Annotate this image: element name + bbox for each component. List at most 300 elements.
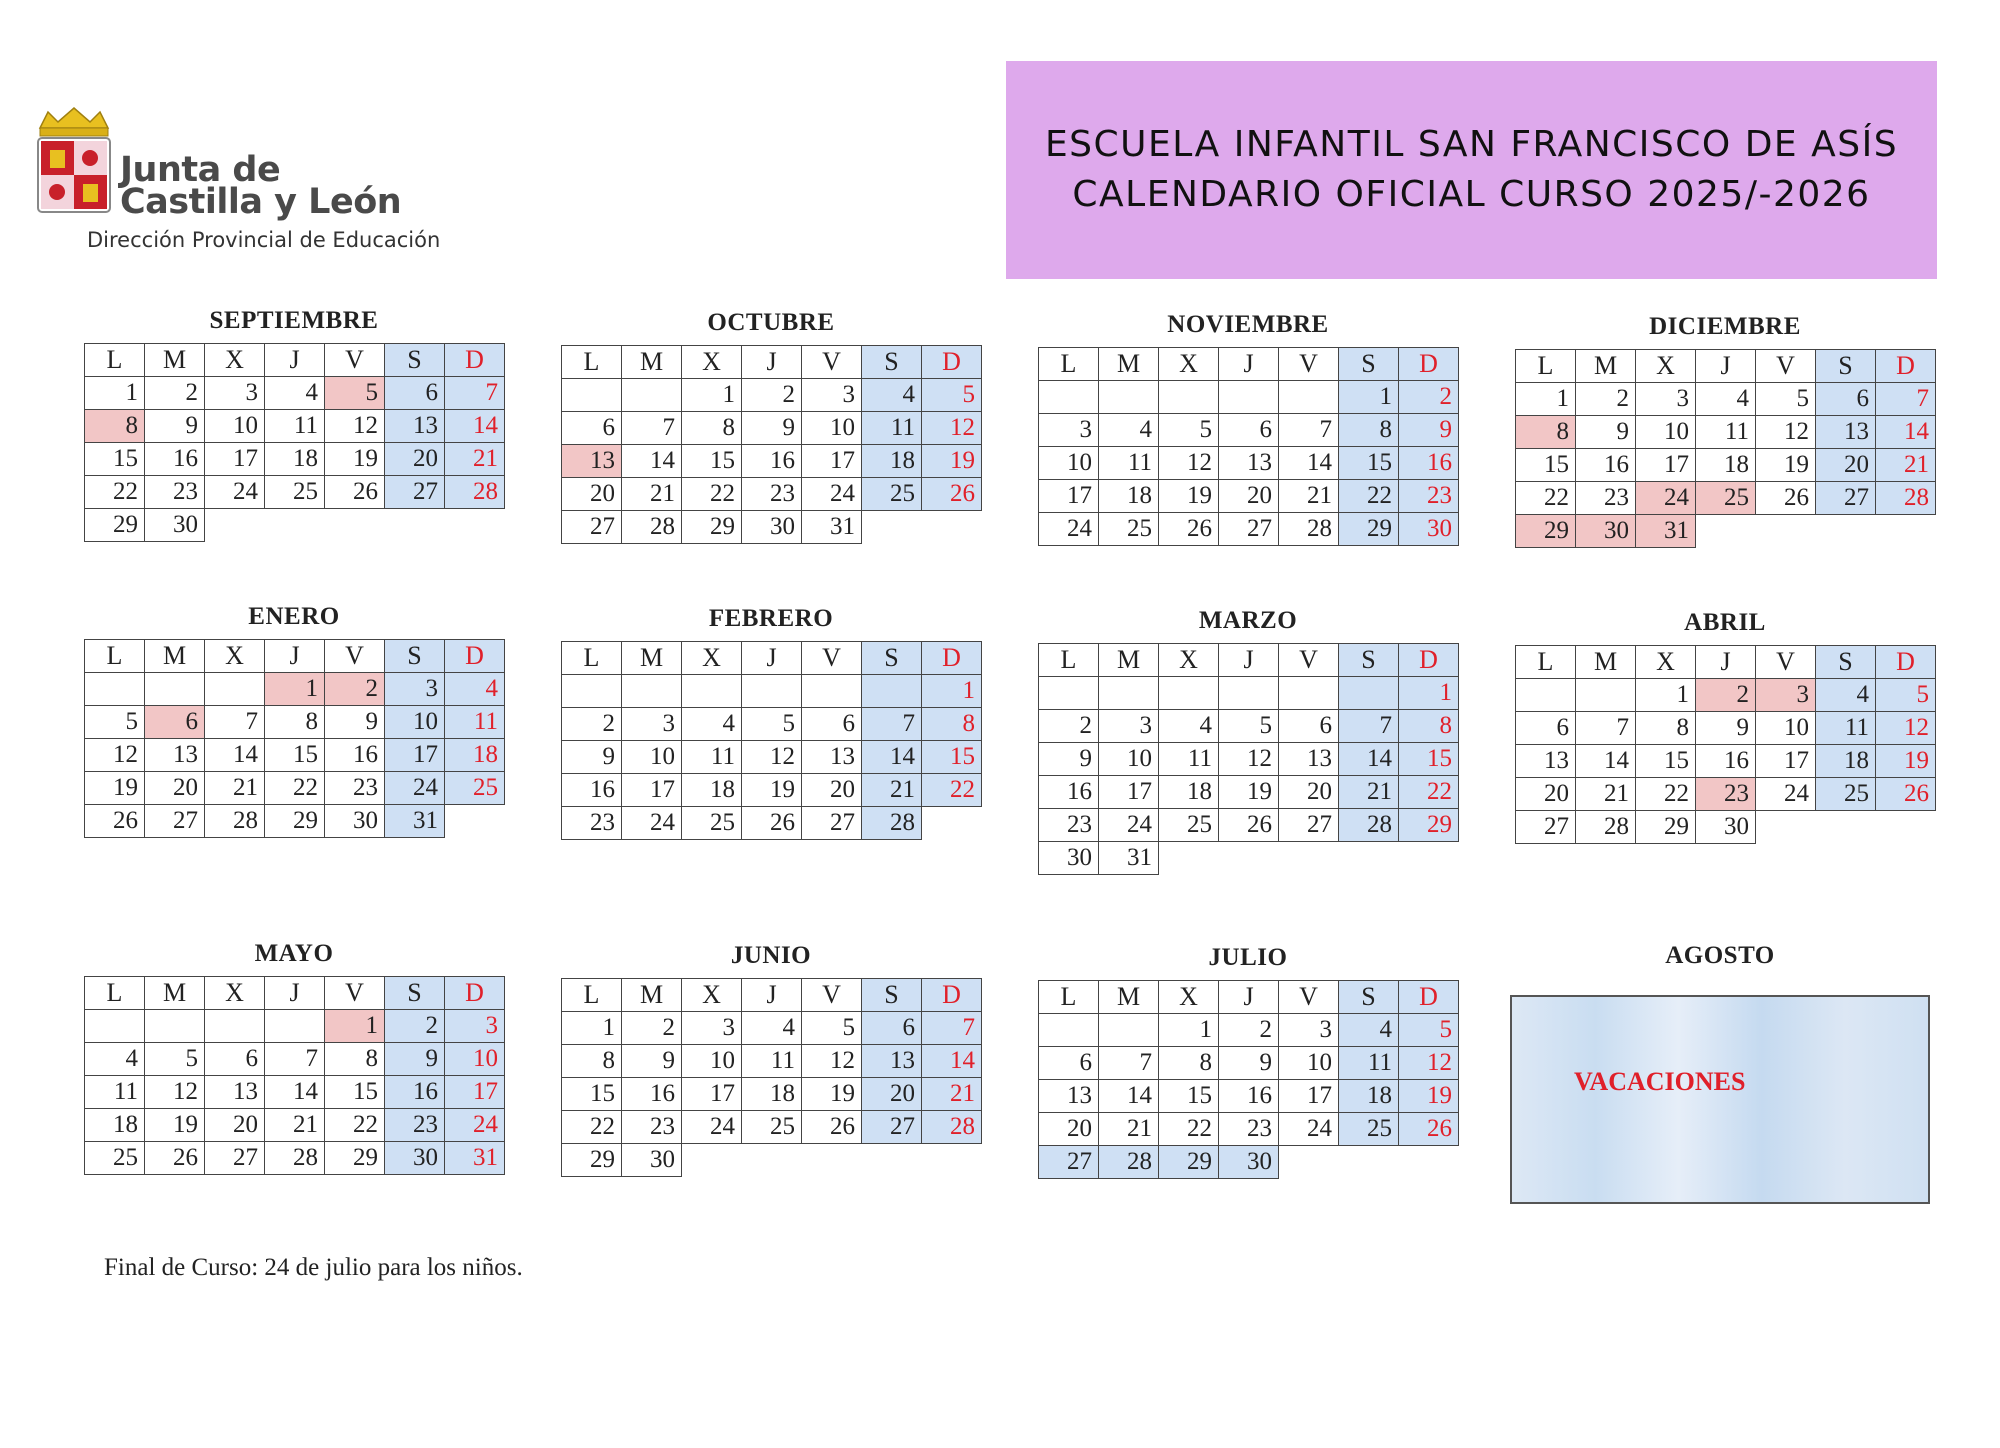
empty-cell [1279,381,1339,414]
weekday-header: V [1279,981,1339,1014]
day-cell: 25 [1099,513,1159,546]
day-cell: 30 [1039,842,1099,875]
day-cell: 15 [85,443,145,476]
week-row [1516,416,1936,449]
day-cell: 2 [145,377,205,410]
day-cell: 18 [862,445,922,478]
weekday-header: V [1756,646,1816,679]
day-cell: 12 [922,412,982,445]
weekday-header: X [682,979,742,1012]
empty-cell [622,379,682,412]
day-cell: 31 [445,1142,505,1175]
weekday-header: L [1039,981,1099,1014]
day-cell: 26 [1219,809,1279,842]
weekday-header: D [1876,350,1936,383]
day-cell: 27 [802,807,862,840]
weekday-header: L [85,344,145,377]
day-cell: 25 [682,807,742,840]
day-cell: 28 [922,1111,982,1144]
weekday-header: L [1516,646,1576,679]
month-agosto [1510,940,1930,978]
day-cell: 29 [1339,513,1399,546]
day-cell: 30 [385,1142,445,1175]
empty-cell [385,509,445,542]
day-cell: 30 [145,509,205,542]
weekday-header-row [562,979,982,1012]
day-cell: 11 [742,1045,802,1078]
weekday-header: J [1696,350,1756,383]
month-mayo [84,938,504,1175]
weekday-header: L [562,346,622,379]
day-cell: 15 [1339,447,1399,480]
day-cell: 16 [1219,1080,1279,1113]
day-cell: 11 [85,1076,145,1109]
day-cell: 27 [1039,1146,1099,1179]
day-cell: 2 [1399,381,1459,414]
month-table [561,978,982,1177]
empty-cell [922,511,982,544]
week-row [85,673,505,706]
empty-cell [325,509,385,542]
day-cell: 4 [445,673,505,706]
weekday-header: X [1159,348,1219,381]
empty-cell [1159,677,1219,710]
weekday-header: L [85,977,145,1010]
day-cell: 5 [85,706,145,739]
day-cell: 4 [1816,679,1876,712]
weekday-header: M [622,346,682,379]
weekday-header: D [445,977,505,1010]
day-cell: 1 [922,675,982,708]
day-cell: 24 [445,1109,505,1142]
day-cell: 27 [205,1142,265,1175]
weekday-header: V [1279,644,1339,677]
day-cell: 12 [802,1045,862,1078]
day-cell: 7 [445,377,505,410]
day-cell: 18 [1339,1080,1399,1113]
day-cell: 18 [682,774,742,807]
day-cell: 8 [1516,416,1576,449]
day-cell: 11 [1339,1047,1399,1080]
day-cell: 30 [622,1144,682,1177]
day-cell: 3 [445,1010,505,1043]
day-cell: 8 [1636,712,1696,745]
day-cell: 26 [1756,482,1816,515]
weekday-header: J [1219,644,1279,677]
day-cell: 17 [1099,776,1159,809]
month-name: DICIEMBRE [1649,313,1801,340]
week-row [1039,677,1459,710]
week-row [1516,679,1936,712]
week-row [1039,1047,1459,1080]
week-row [1516,712,1936,745]
day-cell: 22 [562,1111,622,1144]
week-row [1039,447,1459,480]
weekday-header-row [1039,644,1459,677]
day-cell: 4 [1099,414,1159,447]
day-cell: 19 [1756,449,1816,482]
month-julio [1038,942,1458,1179]
day-cell: 23 [1696,778,1756,811]
day-cell: 5 [1159,414,1219,447]
logo-subtitle: Dirección Provincial de Educación [87,228,441,252]
day-cell: 3 [205,377,265,410]
day-cell: 3 [802,379,862,412]
day-cell: 16 [622,1078,682,1111]
day-cell: 14 [1576,745,1636,778]
day-cell: 6 [1219,414,1279,447]
day-cell: 21 [1339,776,1399,809]
day-cell: 29 [85,509,145,542]
empty-cell [1876,515,1936,548]
month-table [84,639,505,838]
day-cell: 21 [265,1109,325,1142]
month-table [84,976,505,1175]
empty-cell [622,675,682,708]
weekday-header: D [445,344,505,377]
day-cell: 11 [1696,416,1756,449]
empty-cell [205,1010,265,1043]
day-cell: 2 [385,1010,445,1043]
day-cell: 24 [682,1111,742,1144]
empty-cell [445,509,505,542]
day-cell: 8 [682,412,742,445]
day-cell: 28 [1279,513,1339,546]
day-cell: 27 [1516,811,1576,844]
day-cell: 26 [325,476,385,509]
day-cell: 8 [1159,1047,1219,1080]
month-febrero [561,603,981,840]
day-cell: 18 [265,443,325,476]
day-cell: 11 [1159,743,1219,776]
weekday-header: X [1636,646,1696,679]
day-cell: 4 [1159,710,1219,743]
day-cell: 18 [1696,449,1756,482]
day-cell: 27 [1816,482,1876,515]
day-cell: 25 [1816,778,1876,811]
day-cell: 23 [622,1111,682,1144]
weekday-header: L [85,640,145,673]
month-table [1038,347,1459,546]
weekday-header: S [862,346,922,379]
week-row [85,443,505,476]
day-cell: 9 [1696,712,1756,745]
day-cell: 15 [325,1076,385,1109]
day-cell: 16 [385,1076,445,1109]
empty-cell [1099,381,1159,414]
day-cell: 17 [445,1076,505,1109]
day-cell: 3 [385,673,445,706]
day-cell: 29 [1636,811,1696,844]
day-cell: 16 [1696,745,1756,778]
day-cell: 15 [1159,1080,1219,1113]
weekday-header: X [1636,350,1696,383]
day-cell: 9 [385,1043,445,1076]
day-cell: 23 [1039,809,1099,842]
day-cell: 24 [1756,778,1816,811]
empty-cell [742,675,802,708]
weekday-header: M [1099,348,1159,381]
weekday-header: J [1219,348,1279,381]
weekday-header: V [1279,348,1339,381]
empty-cell [682,675,742,708]
day-cell: 12 [1219,743,1279,776]
day-cell: 8 [562,1045,622,1078]
day-cell: 10 [622,741,682,774]
month-table [561,641,982,840]
day-cell: 20 [1279,776,1339,809]
week-row [1039,1146,1459,1179]
day-cell: 9 [1039,743,1099,776]
day-cell: 23 [325,772,385,805]
day-cell: 16 [145,443,205,476]
month-septiembre [84,305,504,542]
weekday-header: L [562,642,622,675]
weekday-header-row [1039,348,1459,381]
day-cell: 18 [445,739,505,772]
month-name: JUNIO [730,942,812,969]
month-name: ENERO [248,603,340,630]
day-cell: 30 [1696,811,1756,844]
empty-cell [922,807,982,840]
weekday-header-row [85,977,505,1010]
week-row [85,377,505,410]
day-cell: 14 [1876,416,1936,449]
weekday-header: M [1576,646,1636,679]
day-cell: 7 [1279,414,1339,447]
week-row [85,1109,505,1142]
day-cell: 19 [1876,745,1936,778]
day-cell: 22 [265,772,325,805]
day-cell: 5 [1876,679,1936,712]
day-cell: 22 [1636,778,1696,811]
weekday-header: X [682,346,742,379]
day-cell: 13 [1816,416,1876,449]
day-cell: 16 [562,774,622,807]
empty-cell [1219,381,1279,414]
logo-line-2: Castilla y León [120,182,402,222]
weekday-header: D [922,979,982,1012]
week-row [1039,1014,1459,1047]
weekday-header: J [1696,646,1756,679]
week-row [1516,778,1936,811]
day-cell: 3 [1279,1014,1339,1047]
empty-cell [1099,677,1159,710]
day-cell: 9 [145,410,205,443]
day-cell: 17 [622,774,682,807]
weekday-header: D [445,640,505,673]
day-cell: 19 [1399,1080,1459,1113]
weekday-header: D [1399,348,1459,381]
day-cell: 26 [85,805,145,838]
day-cell: 6 [1039,1047,1099,1080]
month-table [1038,643,1459,875]
weekday-header: M [145,977,205,1010]
empty-cell [265,509,325,542]
day-cell: 22 [1399,776,1459,809]
day-cell: 25 [862,478,922,511]
weekday-header: S [1339,348,1399,381]
month-name: MAYO [254,940,334,967]
day-cell: 4 [85,1043,145,1076]
weekday-header: L [562,979,622,1012]
empty-cell [1039,677,1099,710]
weekday-header: J [265,640,325,673]
day-cell: 19 [922,445,982,478]
day-cell: 13 [205,1076,265,1109]
empty-cell [682,1144,742,1177]
month-abril [1515,607,1935,844]
day-cell: 10 [385,706,445,739]
month-junio [561,940,981,1177]
day-cell: 9 [1399,414,1459,447]
day-cell: 1 [325,1010,385,1043]
day-cell: 8 [1399,710,1459,743]
day-cell: 25 [742,1111,802,1144]
day-cell: 24 [802,478,862,511]
day-cell: 6 [802,708,862,741]
week-row [562,1045,982,1078]
day-cell: 25 [265,476,325,509]
day-cell: 19 [325,443,385,476]
day-cell: 28 [265,1142,325,1175]
day-cell: 31 [385,805,445,838]
day-cell: 3 [1756,679,1816,712]
month-name: NOVIEMBRE [1167,311,1329,338]
empty-cell [922,1144,982,1177]
empty-cell [862,1144,922,1177]
day-cell: 13 [862,1045,922,1078]
week-row [562,807,982,840]
day-cell: 10 [445,1043,505,1076]
day-cell: 10 [1756,712,1816,745]
day-cell: 28 [622,511,682,544]
weekday-header: X [205,640,265,673]
day-cell: 14 [622,445,682,478]
weekday-header: V [802,642,862,675]
empty-cell [1876,811,1936,844]
day-cell: 21 [922,1078,982,1111]
day-cell: 21 [1279,480,1339,513]
day-cell: 14 [862,741,922,774]
weekday-header: D [1399,644,1459,677]
day-cell: 7 [622,412,682,445]
day-cell: 22 [1339,480,1399,513]
empty-cell [802,675,862,708]
day-cell: 7 [205,706,265,739]
day-cell: 27 [385,476,445,509]
week-row [1039,842,1459,875]
empty-cell [1756,811,1816,844]
day-cell: 15 [1399,743,1459,776]
weekday-header: V [802,346,862,379]
day-cell: 31 [1099,842,1159,875]
day-cell: 31 [1636,515,1696,548]
weekday-header: L [1039,348,1099,381]
day-cell: 23 [145,476,205,509]
day-cell: 3 [1039,414,1099,447]
week-row [1039,776,1459,809]
day-cell: 29 [1159,1146,1219,1179]
day-cell: 27 [562,511,622,544]
school-name: ESCUELA INFANTIL SAN FRANCISCO DE ASÍS [1044,124,1899,165]
day-cell: 27 [1279,809,1339,842]
day-cell: 15 [265,739,325,772]
empty-cell [1516,679,1576,712]
weekday-header: J [742,979,802,1012]
day-cell: 12 [1876,712,1936,745]
day-cell: 22 [1516,482,1576,515]
day-cell: 10 [1099,743,1159,776]
title-banner [1006,61,1937,279]
weekday-header: M [622,979,682,1012]
day-cell: 23 [1576,482,1636,515]
week-row [1516,383,1936,416]
day-cell: 13 [1516,745,1576,778]
day-cell: 23 [562,807,622,840]
month-table [1515,349,1936,548]
day-cell: 5 [1219,710,1279,743]
week-row [562,1012,982,1045]
empty-cell [85,1010,145,1043]
week-row [85,706,505,739]
week-row [1039,809,1459,842]
day-cell: 2 [742,379,802,412]
day-cell: 13 [1039,1080,1099,1113]
day-cell: 20 [1816,449,1876,482]
week-row [85,476,505,509]
day-cell: 20 [802,774,862,807]
day-cell: 17 [1279,1080,1339,1113]
day-cell: 1 [682,379,742,412]
day-cell: 18 [1159,776,1219,809]
empty-cell [1039,381,1099,414]
week-row [1039,743,1459,776]
day-cell: 14 [1099,1080,1159,1113]
day-cell: 13 [562,445,622,478]
weekday-header: S [385,344,445,377]
day-cell: 12 [85,739,145,772]
day-cell: 24 [1636,482,1696,515]
day-cell: 30 [1576,515,1636,548]
empty-cell [1159,842,1219,875]
month-table [84,343,505,542]
day-cell: 21 [1876,449,1936,482]
day-cell: 27 [145,805,205,838]
empty-cell [1756,515,1816,548]
week-row [562,412,982,445]
day-cell: 31 [802,511,862,544]
day-cell: 2 [1219,1014,1279,1047]
day-cell: 20 [1219,480,1279,513]
week-row [562,1144,982,1177]
day-cell: 16 [1399,447,1459,480]
weekday-header: V [325,977,385,1010]
empty-cell [445,805,505,838]
day-cell: 2 [325,673,385,706]
weekday-header: X [205,344,265,377]
week-row [85,1076,505,1109]
day-cell: 24 [385,772,445,805]
day-cell: 28 [1339,809,1399,842]
day-cell: 14 [445,410,505,443]
week-row [1516,745,1936,778]
day-cell: 14 [205,739,265,772]
day-cell: 14 [922,1045,982,1078]
day-cell: 30 [1219,1146,1279,1179]
day-cell: 16 [325,739,385,772]
day-cell: 19 [145,1109,205,1142]
